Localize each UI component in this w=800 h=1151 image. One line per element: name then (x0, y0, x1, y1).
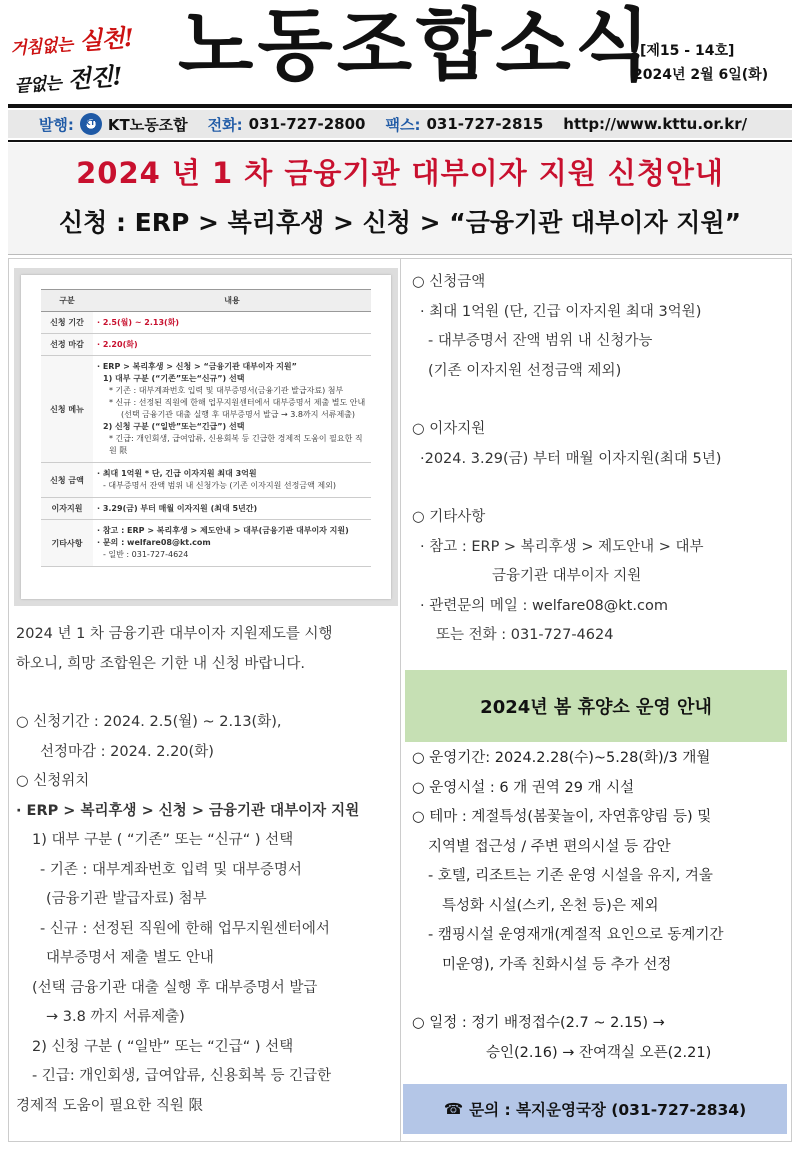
interest-head: ○ 이자지원 (412, 421, 486, 437)
type1-line: 1) 대부 구분 ( “기존” 또는 “신규“ ) 선택 (32, 832, 294, 848)
existing-line: (금융기관 발급자료) 첨부 (46, 891, 207, 907)
issue-date: 2024년 2월 6일(화) (633, 67, 769, 83)
amount-head: ○ 신청금액 (412, 274, 486, 290)
etc-head: ○ 기타사항 (412, 509, 486, 525)
fax-label: 팩스: (385, 115, 421, 134)
table-line: · ERP > 복리후생 > 신청 > “금융기관 대부이자 지원” (97, 362, 297, 371)
left-column (16, 620, 396, 1121)
table-row (41, 312, 371, 334)
table-header-category: 구분 (41, 290, 93, 312)
title-block (8, 143, 792, 255)
etc-line: · 참고 : ERP > 복리후생 > 제도안내 > 대부 (420, 538, 704, 555)
note-line: → 3.8 까지 서류제출) (46, 1009, 185, 1025)
publisher-name: KT노동조합 (107, 115, 188, 134)
table-key: 신청 메뉴 (41, 356, 93, 463)
table-key: 기타사항 (41, 520, 93, 567)
resort-theme: 지역별 접근성 / 주변 편의시설 등 감안 (428, 838, 671, 855)
table-value: · 2.5(월) ~ 2.13(화) (93, 312, 371, 334)
slogan-line2 (13, 56, 123, 98)
table-line: 1) 대부 구분 (“기존”또는“신규”) 선택 (103, 374, 245, 383)
table-header-content: 내용 (93, 290, 371, 312)
main-title: 2024 년 1 차 금융기관 대부이자 지원 신청안내 (76, 156, 724, 190)
publisher-rule (8, 140, 792, 142)
amount-line: (기존 이자지원 선정금액 제외) (428, 362, 622, 379)
period-line: ○ 신청기간 : 2024. 2.5(월) ~ 2.13(화), (16, 714, 282, 730)
table-line: (선택 금융기관 대출 실행 후 대부증명서 발급 → 3.8까지 서류제출) (121, 410, 356, 419)
table-value (93, 463, 371, 498)
slogan-line1 (9, 18, 134, 61)
right-column (412, 268, 787, 651)
amount-line: · 최대 1억원 (단, 긴급 이자지원 최대 3억원) (420, 303, 702, 320)
urgent-line: - 긴급: 개인회생, 급여압류, 신용회복 등 긴급한 (32, 1068, 332, 1084)
table-line: - 일반 : 031-727-4624 (103, 550, 189, 559)
amount-line: - 대부증명서 잔액 범위 내 신청가능 (428, 333, 653, 349)
summary-table (41, 289, 371, 567)
logo-text: KTU (84, 119, 101, 127)
summary-table-card (21, 275, 391, 599)
phone-icon: ☎ (443, 1100, 464, 1118)
table-row (41, 498, 371, 520)
etc-line: · 관련문의 메일 : welfare08@kt.com (420, 597, 668, 614)
publisher-label: 발행: (38, 115, 74, 134)
type2-line: 2) 신청 구분 ( “일반” 또는 “긴급“ ) 선택 (32, 1038, 294, 1055)
slogan-line2-b: 전진! (66, 61, 123, 94)
resort-title: 2024년 봄 휴양소 운영 안내 (480, 697, 712, 718)
resort-theme: ○ 테마 : 계절특성(봄꽃놀이, 자연휴양림 등) 및 (412, 809, 712, 825)
table-row (41, 334, 371, 356)
table-row (41, 520, 371, 567)
table-line: · 참고 : ERP > 복리후생 > 제도안내 > 대부(금융기관 대부이자 지원) (97, 526, 349, 535)
table-key: 선정 마감 (41, 334, 93, 356)
resort-hotel: 특성화 시설(스키, 온천 등)은 제외 (442, 897, 659, 914)
resort-hotel: - 호텔, 리조트는 기존 운영 시설을 유지, 겨울 (428, 868, 713, 884)
intro-line: 하오니, 희망 조합원은 기한 내 신청 바랍니다. (16, 655, 305, 672)
table-row (41, 463, 371, 498)
phone-label: 전화: (207, 115, 243, 134)
resort-details (412, 744, 790, 1068)
column-divider (400, 258, 401, 1142)
slogan-line1-b: 실천! (78, 22, 134, 56)
table-key: 신청 금액 (41, 463, 93, 498)
publisher-bar (8, 110, 792, 138)
table-line: 2) 신청 구분 (“일반”또는“긴급”) 선택 (103, 422, 245, 431)
table-line: · 최대 1억원 * 단, 긴급 이자지원 최대 3억원 (97, 469, 257, 478)
masthead-title: 노동조합소식 (178, 1, 655, 91)
interest-line: ·2024. 3.29(금) 부터 매월 이자지원(최대 5년) (420, 450, 722, 467)
table-line: * 신규 : 선정된 직원에 한해 업무지원센터에서 대부증명서 제출 별도 안내 (109, 398, 366, 407)
table-line: * 긴급: 개인회생, 급여압류, 신용회복 등 긴급한 경제적 도움이 필요한 직원 限 (109, 434, 363, 455)
table-header-row (41, 290, 371, 312)
contact-text: 문의 : 복지운영국장 (031-727-2834) (469, 1101, 747, 1119)
sub-title: 신청 : ERP > 복리후생 > 신청 > “금융기관 대부이자 지원” (58, 208, 742, 237)
resort-period: ○ 운영기간: 2024.2.28(수)~5.28(화)/3 개월 (412, 750, 711, 766)
phone-number: 031-727-2800 (248, 115, 366, 133)
header-rule (8, 104, 792, 108)
website-link[interactable]: http://www.kttu.or.kr/ (563, 115, 748, 133)
union-logo-icon (80, 113, 102, 135)
table-row (41, 356, 371, 463)
deadline-line: 선정마감 : 2024. 2.20(화) (40, 743, 214, 760)
location-head: ○ 신청위치 (16, 773, 90, 789)
resort-title-box (405, 670, 787, 742)
resort-facilities: ○ 운영시설 : 6 개 권역 29 개 시설 (412, 779, 635, 796)
etc-line: 또는 전화 : 031-727-4624 (436, 627, 614, 643)
slogan-line2-a: 끝없는 (13, 73, 62, 97)
slogan-line1-a: 거침없는 (9, 34, 73, 60)
note-line: (선택 금융기관 대출 실행 후 대부증명서 발급 (32, 979, 318, 996)
new-line: 대부증명서 제출 별도 안내 (46, 950, 214, 966)
resort-camp: - 캠핑시설 운영재개(계절적 요인으로 동계기간 (428, 927, 724, 943)
resort-camp: 미운영), 가족 친화시설 등 추가 선정 (442, 956, 672, 973)
path-line: · ERP > 복리후생 > 신청 > 금융기관 대부이자 지원 (16, 802, 360, 819)
new-line: - 신규 : 선정된 직원에 한해 업무지원센터에서 (40, 920, 330, 937)
table-line: * 기존 : 대부계좌번호 입력 및 대부증명서(금융기관 발급자료) 첨부 (109, 386, 344, 395)
summary-table-image (14, 268, 398, 606)
table-value (93, 520, 371, 567)
etc-line: 금융기관 대부이자 지원 (492, 568, 642, 584)
existing-line: - 기존 : 대부계좌번호 입력 및 대부증명서 (40, 861, 302, 878)
table-value: · 2.20(화) (93, 334, 371, 356)
issue-number: [제15 - 14호] (640, 43, 735, 59)
contact-box (403, 1084, 787, 1134)
intro-line: 2024 년 1 차 금융기관 대부이자 지원제도를 시행 (16, 626, 333, 642)
resort-schedule: 승인(2.16) → 잔여객실 오픈(2.21) (486, 1044, 712, 1061)
table-value: · 3.29(금) 부터 매월 이자지원 (최대 5년간) (93, 498, 371, 520)
fax-number: 031-727-2815 (426, 115, 544, 133)
table-line: - 대부증명서 잔액 범위 내 신청가능 (기존 이자지원 선정금액 제외) (103, 481, 336, 490)
table-key: 이자지원 (41, 498, 93, 520)
urgent-line: 경제적 도움이 필요한 직원 限 (16, 1097, 204, 1114)
table-line: · 문의 : welfare08@kt.com (97, 538, 211, 547)
resort-schedule: ○ 일정 : 정기 배정접수(2.7 ~ 2.15) → (412, 1015, 665, 1031)
table-key: 신청 기간 (41, 312, 93, 334)
table-value (93, 356, 371, 463)
